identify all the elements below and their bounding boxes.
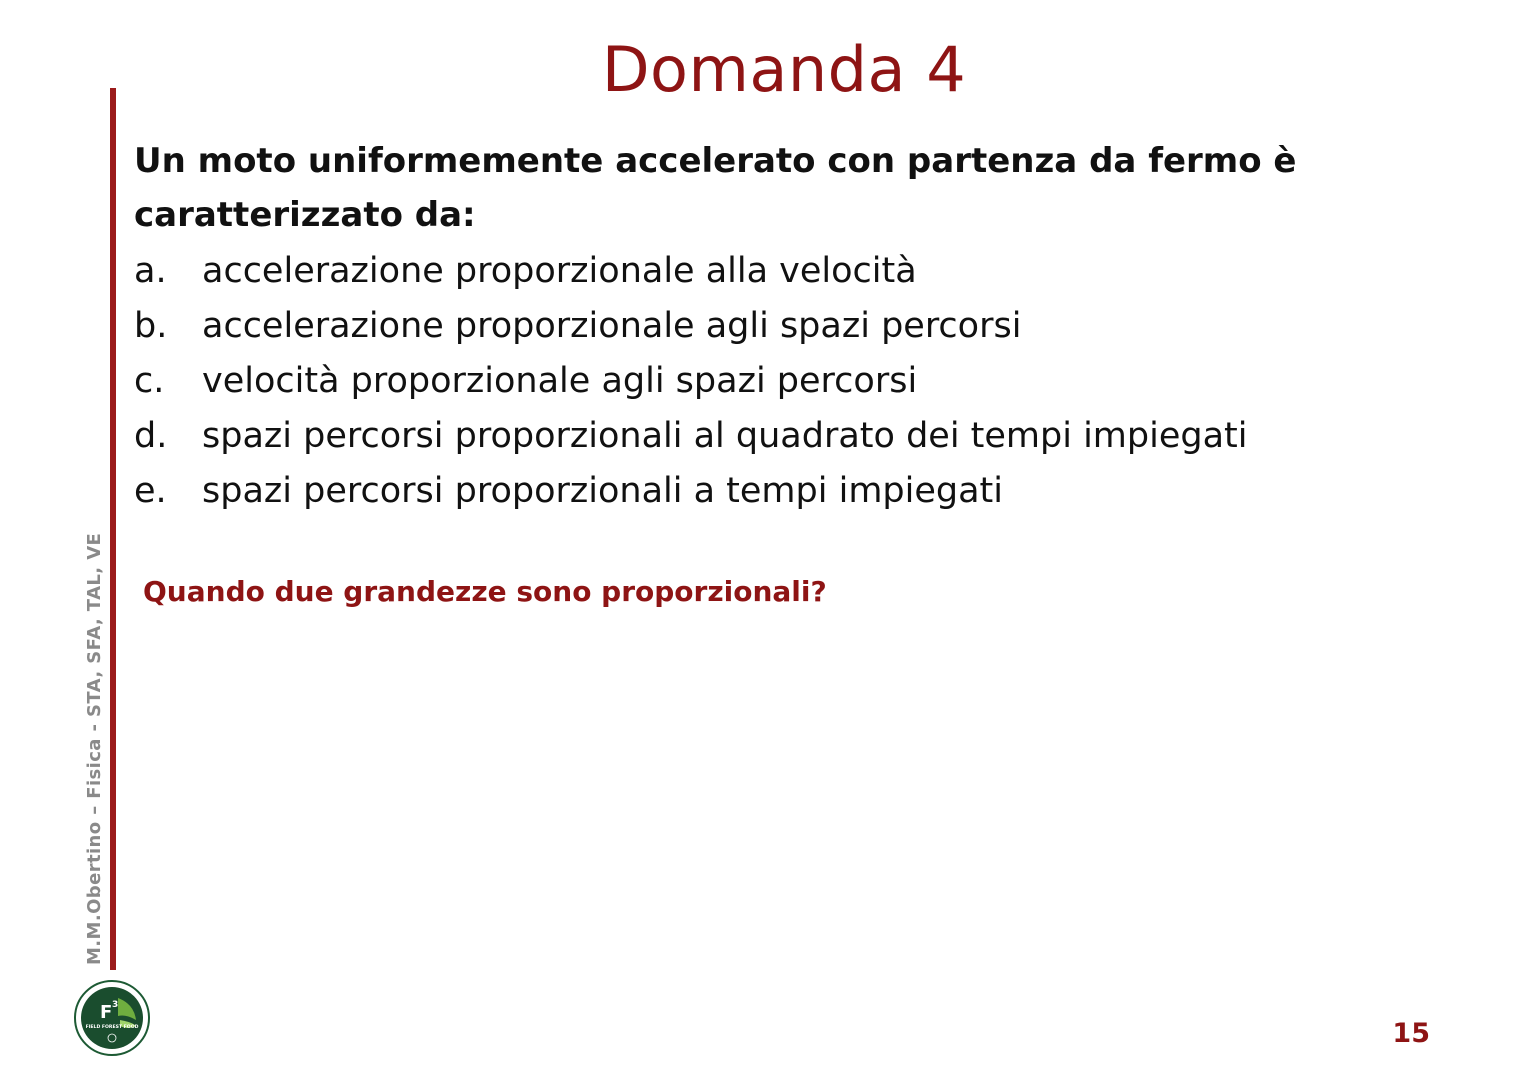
- option-letter: e.: [134, 471, 167, 511]
- page-number: 15: [1392, 1018, 1430, 1049]
- answer-option-a: [134, 244, 1248, 299]
- answer-option-e: [134, 464, 1248, 519]
- svg-text:3: 3: [112, 1000, 119, 1010]
- option-text: spazi percorsi proporzionali al quadrato dei tempi impiegati: [202, 416, 1248, 456]
- svg-text:FIELD FOREST FOOD: FIELD FOREST FOOD: [85, 1025, 139, 1030]
- option-letter: d.: [134, 416, 168, 456]
- answer-option-c: [134, 354, 1248, 409]
- option-text: velocità proporzionale agli spazi percorsi: [202, 361, 918, 401]
- option-letter: a.: [134, 251, 167, 291]
- answer-option-b: [134, 299, 1248, 354]
- f3-logo-icon: [74, 980, 150, 1056]
- hint-question: Quando due grandezze sono proporzionali?: [143, 575, 827, 608]
- slide-title: Domanda 4: [601, 33, 967, 106]
- question-text: Un moto uniformemente accelerato con partenza da fermo è caratterizzato da:: [134, 141, 1297, 235]
- side-caption: M.M.Obertino – Fisica - STA, SFA, TAL, VE: [84, 532, 105, 965]
- option-letter: b.: [134, 306, 168, 346]
- svg-text:F: F: [100, 1002, 113, 1023]
- answer-option-d: [134, 409, 1248, 464]
- answer-options: [134, 244, 1248, 519]
- option-letter: c.: [134, 361, 165, 401]
- side-rule: [110, 88, 116, 970]
- option-text: spazi percorsi proporzionali a tempi impiegati: [202, 471, 1004, 511]
- option-text: accelerazione proporzionale agli spazi percorsi: [202, 306, 1022, 346]
- option-text: accelerazione proporzionale alla velocità: [202, 251, 917, 291]
